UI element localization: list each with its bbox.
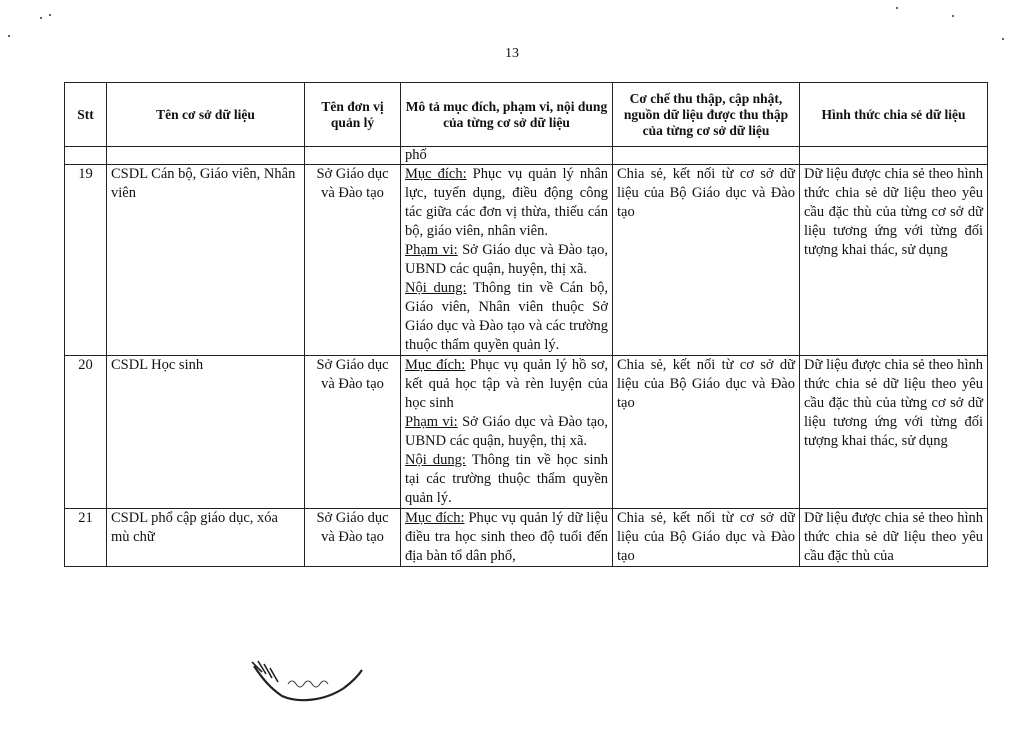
purpose-text: Phục vụ quản lý nhân lực, tuyển dụng, điều động công tác giữa các đơn vị thừa, thiếu cán bộ, giáo viên, nhân viên. <box>405 166 608 239</box>
database-table <box>64 82 988 567</box>
row-description <box>401 165 613 356</box>
row-sharing: Dữ liệu được chia sẻ theo hình thức chia sẻ dữ liệu theo yêu cầu đặc thù của từng cơ sở dữ liệu tương ứng với từng đối tượng khai thác, sử dụng <box>800 165 988 356</box>
header-description: Mô tả mục đích, phạm vi, nội dung của từng cơ sở dữ liệu <box>401 83 613 147</box>
stamp-mark <box>248 658 366 704</box>
purpose-label: Mục đích: <box>405 166 467 182</box>
scan-speck <box>952 15 954 17</box>
row-name: CSDL Học sinh <box>107 356 305 509</box>
row-unit: Sở Giáo dục và Đào tạo <box>305 165 401 356</box>
scan-speck <box>49 14 51 16</box>
row-stt: 20 <box>65 356 107 509</box>
header-unit: Tên đơn vị quản lý <box>305 83 401 147</box>
continuation-text: phố <box>401 147 613 165</box>
page-number: 13 <box>505 46 519 61</box>
content-text: Thông tin về học sinh tại các trường thuộc thẩm quyền quản lý. <box>405 452 608 506</box>
row-mechanism: Chia sẻ, kết nối từ cơ sở dữ liệu của Bộ Giáo dục và Đào tạo <box>613 165 800 356</box>
header-mechanism: Cơ chế thu thập, cập nhật, nguồn dữ liệu được thu thập của từng cơ sở dữ liệu <box>613 83 800 147</box>
scan-speck <box>896 7 898 9</box>
scope-label: Phạm vi: <box>405 414 458 430</box>
content-label: Nội dung: <box>405 280 467 296</box>
scan-speck <box>8 35 10 37</box>
purpose-label: Mục đích: <box>405 357 466 373</box>
table-row <box>65 165 988 356</box>
row-sharing: Dữ liệu được chia sẻ theo hình thức chia sẻ dữ liệu theo yêu cầu đặc thù của <box>800 509 988 567</box>
row-mechanism: Chia sẻ, kết nối từ cơ sở dữ liệu của Bộ Giáo dục và Đào tạo <box>613 509 800 567</box>
table-row <box>65 509 988 567</box>
row-mechanism: Chia sẻ, kết nối từ cơ sở dữ liệu của Bộ Giáo dục và Đào tạo <box>613 356 800 509</box>
row-name: CSDL phổ cập giáo dục, xóa mù chữ <box>107 509 305 567</box>
row-stt: 21 <box>65 509 107 567</box>
scope-text: Sở Giáo dục và Đào tạo, UBND các quận, huyện, thị xã. <box>405 242 608 277</box>
scope-label: Phạm vi: <box>405 242 458 258</box>
continuation-row <box>65 147 988 165</box>
scan-speck <box>1002 38 1004 40</box>
table-header-row <box>65 83 988 147</box>
content-label: Nội dung: <box>405 452 466 468</box>
row-description <box>401 356 613 509</box>
row-unit: Sở Giáo dục và Đào tạo <box>305 356 401 509</box>
scan-speck <box>40 17 42 19</box>
header-sharing: Hình thức chia sẻ dữ liệu <box>800 83 988 147</box>
row-unit: Sở Giáo dục và Đào tạo <box>305 509 401 567</box>
purpose-text: Phục vụ quản lý dữ liệu điều tra học sinh theo độ tuổi đến địa bàn tổ dân phố, <box>405 510 608 564</box>
row-description <box>401 509 613 567</box>
row-stt: 19 <box>65 165 107 356</box>
header-name: Tên cơ sở dữ liệu <box>107 83 305 147</box>
scope-text: Sở Giáo dục và Đào tạo, UBND các quận, huyện, thị xã. <box>405 414 608 449</box>
row-sharing: Dữ liệu được chia sẻ theo hình thức chia sẻ dữ liệu theo yêu cầu đặc thù của từng cơ sở dữ liệu tương ứng với từng đối tượng khai thác, sử dụng <box>800 356 988 509</box>
header-stt: Stt <box>65 83 107 147</box>
purpose-label: Mục đích: <box>405 510 465 526</box>
content-text: Thông tin về Cán bộ, Giáo viên, Nhân viên thuộc Sở Giáo dục và Đào tạo và các trường thuộc thẩm quyền quản lý. <box>405 280 608 353</box>
purpose-text: Phục vụ quản lý hồ sơ, kết quả học tập và rèn luyện của học sinh <box>405 357 608 411</box>
table-row <box>65 356 988 509</box>
row-name: CSDL Cán bộ, Giáo viên, Nhân viên <box>107 165 305 356</box>
